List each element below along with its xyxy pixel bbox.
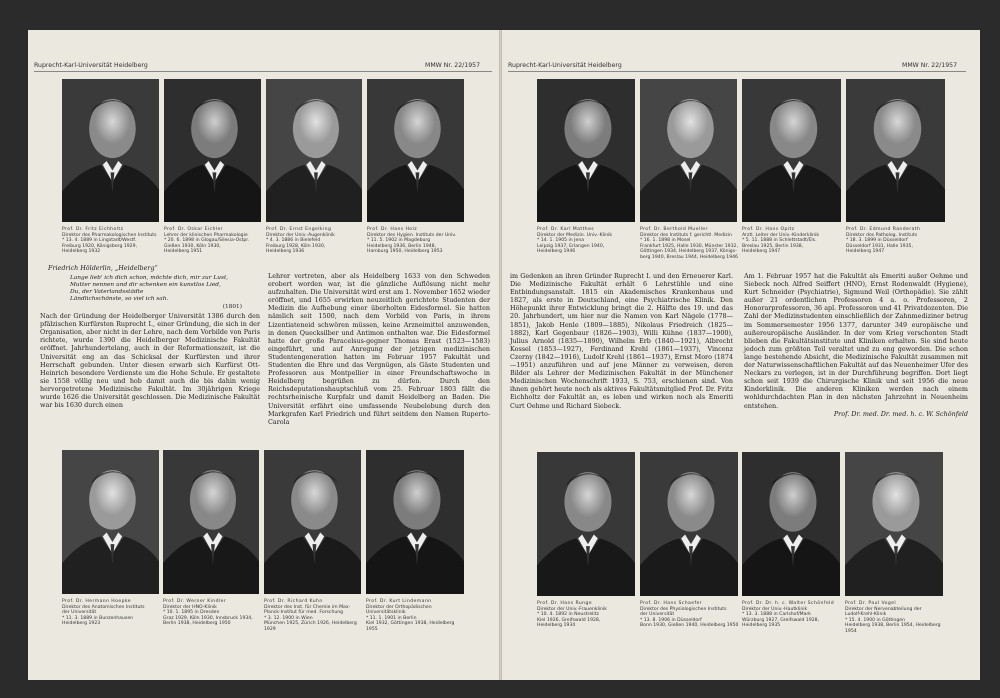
portrait-photo: [742, 452, 840, 596]
right-header-issue: MMW Nr. 22/1957: [902, 62, 958, 69]
portrait-caption: [264, 599, 363, 633]
portrait-caption-line: * 10. 1. 1895 in Dresden: [163, 610, 220, 616]
portrait-caption-line: * 14. 1. 1905 in Jena: [537, 238, 585, 244]
portrait-caption-line: * 11. 3. 1889 in Bunzenhausen: [62, 615, 134, 621]
portrait-name: Prof. Dr. Hans Runge: [537, 601, 592, 606]
portrait-caption-line: Direktor der Nervenabteilung der: [845, 606, 922, 612]
portrait-photo: [367, 79, 464, 222]
portrait-name: Prof. Dr. Fritz Eichholtz: [62, 227, 124, 232]
portrait-photo: [537, 79, 635, 222]
body-paragraph: im Gedenken an ihren Gründer Ruprecht I. und den Erneuerer Karl. Die Medizinische Fakultät erhält 6 Lehrstühle und eine Entbindungsanstalt. 1815 ein Akademisches Krankenhaus und 1827, als erste in Deutschland, eine Psychiatrische Klinik. Den Höhepunkt ihrer Entwicklung bringt die 2. Hälfte des 19. und das 20. Jahrhundert, um hier nur die Namen von Karl Nägele (1778—1851), Jakob Henle (1809—1885), Nikolaus Friedreich (1825—1882), Karl Gegenbaur (1826—1903), Willi Kühne (1837—1900), Julius Arnold (1835—1890), Wilhelm Erb (1840—1921), Albrecht Kossel (1853—1927), Ferdinand Krehl (1861—1937), Vincenz Czerny (1842—1916), Ludolf Krehl (1861—1937), Ernst Moro (1874—1951) anzuführen und auf jene Männer zu verweisen, deren Bilder als Lehrer der Medizinischen Fakultät in der Münchener Medizinischen Wochenschrift 1933, S. 753, erschienen sind. Von ihnen gehört heute noch als aktives Fakultätsmitglied Prof. Dr. Fritz Eichholtz der Fakultät an, es leben und wirken noch als Emeriti Curt Oehme und Richard Siebeck.: [510, 272, 733, 410]
portrait-caption-line: Graz 1929, Köln 1930, Innsbruck 1934,: [163, 615, 253, 621]
portrait-caption-line: Gießen 1930, Köln 1930,: [164, 243, 221, 249]
portrait-caption-line: * 3. 12. 1900 in Wien: [264, 615, 313, 621]
poem-year: (1801): [222, 304, 242, 311]
portrait-caption-line: München 1925, Zürich 1926, Heidelberg 1929: [264, 621, 357, 632]
portrait-photo: [640, 79, 737, 222]
portrait-photo: [846, 79, 945, 222]
portrait-name: Prof. Dr. Richard Kuhn: [264, 599, 323, 604]
portrait-caption-line: Heidelberg 1938, Berlin 1954, Heidelberg 1954: [845, 623, 941, 634]
portrait-caption-line: der Universität: [62, 610, 97, 616]
portrait-caption-line: Würzburg 1927, Greifswald 1928,: [742, 617, 820, 623]
portrait-photo: [845, 452, 943, 596]
portrait-name: Prof. Dr. Kurt Lindemann: [366, 599, 432, 604]
portrait-name: Prof. Dr. Hans Schaefer: [640, 601, 702, 606]
portrait-caption-line: Direktor der HNO-Klinik: [163, 604, 217, 610]
portrait-caption-line: Universitätsklinik: [366, 610, 406, 616]
portrait-caption-line: Bonn 1930, Gießen 1940, Heidelberg 1950: [640, 623, 739, 629]
portrait-caption-line: Heidelberg 1947: [742, 249, 781, 255]
left-header-issue: MMW Nr. 22/1957: [425, 62, 481, 69]
left-text-column-2: [268, 272, 490, 426]
body-paragraph: Nach der Gründung der Heidelberger Universität 1386 durch den pfälzischen Kurfürsten Ruprecht I., einer Gründung, die sich in der Organisation, aber nicht in der Lehre, nach dem Vorbilde von Paris richtete, wurde 1390 die Heidelberger Medizinische Fakultät eröffnet. Jahrhundertelang, auch in der Reformationszeit, ist die Universität eng an das Schicksal der Kurfürsten und ihrer Herrschaft gebunden. Unter diesen erwarb sich Kurfürst Ott-Heinrich besondere Verdienste um die Hohe Schule. Er gestaltete sie 1558 völlig neu und hob damit auch die bis dahin wenig hervorgetretene Medizinische Fakultät. Im 30jährigen Kriege wurde 1626 die Universität geschlossen. Die Medizinische Fakultät war bis 1630 durch einen: [40, 312, 260, 410]
portrait-name: Prof. Dr. Oskar Eichler: [164, 227, 223, 232]
portrait-caption-line: Hamburg 1950, Heidelberg 1953: [367, 249, 443, 255]
portrait-caption-line: * 13. 3. 1888 in Carlshof/Mark: [742, 612, 811, 618]
portrait-caption-line: Heidelberg 1936, Berlin 1948,: [367, 243, 437, 249]
portrait-caption-line: * 15. 4. 1900 in Göttingen: [845, 617, 905, 623]
right-header-title: Ruprecht-Karl-Universität Heidelberg: [508, 62, 622, 69]
portrait-caption-line: Frankfurt 1925, Halle 1930, Münster 1932,: [640, 243, 738, 249]
portrait-photo: [366, 450, 464, 594]
portrait-caption-line: Direktor des Instituts f. gerichtl. Medizin: [640, 232, 732, 238]
portrait-photo: [742, 79, 841, 222]
portrait-caption-line: Direktor der Univ.-Frauenklinik: [537, 606, 607, 612]
portrait-caption-line: Kiel 1932, Göttingen 1938, Heidelberg 1955: [366, 621, 455, 632]
portrait-caption-line: * 11. 5. 1902 in Magdeburg: [367, 238, 431, 244]
portrait-caption-line: Leipzig 1937, Erlangen 1940,: [537, 243, 605, 249]
portrait-caption-line: Lehrer der klinischen Pharmakologie: [164, 232, 248, 238]
portrait-caption: [367, 227, 466, 255]
portrait-caption-line: der Universität: [640, 612, 675, 618]
portrait-caption-line: Göttingen 1934, Heidelberg 1937, Königs-: [640, 249, 737, 255]
portrait-caption: [266, 227, 364, 255]
portrait-caption-line: Planck-Institut für med. Forschung: [264, 610, 344, 616]
portrait-caption-line: Heidelberg 1947: [846, 249, 885, 255]
portrait-photo: [264, 450, 361, 594]
author-signature: Prof. Dr. med. Dr. med. h. c. W. Schönfeld: [833, 409, 968, 418]
portrait-caption: [742, 601, 842, 629]
portrait-photo: [640, 452, 738, 596]
portrait-caption-line: Heidelberg 1951: [164, 249, 203, 255]
portrait-caption: [164, 227, 263, 255]
body-paragraph: Lehrer vertreten, aber als Heidelberg 1633 von den Schweden erobert worden war, ist die gänzliche Auflösung nicht mehr aufzuhalten. Die Universität wird erst am 1. November 1652 wieder eröffnet, und 1655 erwirken neuzeitlich gerichtete Studenten der Medizin die Aufhebung einer überholten Eidesformel. Sie hatten nämlich seit 1500, nach dem Vorbild von Paris, in ihrem Lizentiateneid schwören müssen, keine Arzneimittel anzuwenden, in denen Quecksilber und Antimon enthalten war. Die Eidesformel hatte der große Paracelsus-gegner Thomas Erast (1523—1583) eingeführt, und auf Anregung der jetzigen medizinischen Studentengeneration hatten im Februar 1957 Fakultät und Studenten die Ehre und das Vergnügen, als Gäste Studenten und Professoren aus Montpellier in einer Freundschaftswoche in Heidelberg begrüßen zu dürfen. Durch den Reichsdeputationshauptschluß vom 25. Februar 1803 fällt die rechtsrheinische Kurpfalz und damit Heidelberg an Baden. Die Universität erfährt eine umfassende Neubelebung durch den Markgrafen Karl Friedrich und führt seitdem den Namen Ruperto-Carola: [268, 272, 490, 426]
portrait-caption-line: Kiel 1926, Greifswald 1928,: [537, 617, 601, 623]
portrait-caption-line: Direktor der Medizin. Univ.-Klinik: [537, 232, 613, 238]
portrait-caption: [62, 227, 161, 255]
poem-line: Mutter nennen und dir schenken ein kunstlos Lied,: [70, 282, 221, 289]
portrait-caption-line: * 16. 1. 1898 in Mosel: [640, 238, 691, 244]
portrait-caption-line: * 11. 1. 1901 in Berlin: [366, 615, 417, 621]
portrait-caption-line: Direktor des Anatomischen Instituts: [62, 604, 145, 610]
portrait-caption: [845, 601, 945, 635]
portrait-caption-line: Heidelberg 1936: [266, 249, 305, 255]
portrait-caption-line: Ludolf-Krehl-Klinik: [845, 612, 887, 618]
body-paragraph: Am 1. Februar 1957 hat die Fakultät als Emeriti außer Oehme und Siebeck noch Alfred Seiffert (HNO), Ernst Rodenwaldt (Hygiene), Kurt Schneider (Psychiatrie), Sigmund Weil (Orthopädie). Sie zählt außer 21 ordentlichen Professoren 4 a. o. Professoren, 2 Honorarprofessoren, 36 apl. Professoren und 41 Privatdozenten. Die Zahl der Medizinstudenten einschließlich der Zahnmediziner betrug im Sommersemester 1956 1377, darunter 349 europäische und außereuropäische Ausländer. In der vom Krieg verschonten Stadt blieben die Fakultätsinstitute und Kliniken erhalten. Sie sind heute jedoch zum größten Teil veraltet und zu eng geworden. Die schon lange bestehende Absicht, die Medizinische Fakultät zusammen mit der Naturwissenschaftlichen Fakultät auf das Neuenheimer Ufer des Neckars zu verlegen, ist in der Durchführung begriffen. Dort liegt schon seit 1939 die Chirurgische Klinik und seit 1956 die neue Kinderklinik. Die anderen Kliniken werden nach einem wohldurchdachten Plan in den nächsten Jahrzehnt in Neuenheim entstehen.: [744, 272, 968, 410]
portrait-caption-line: * 18. 3. 1899 in Düsseldorf: [846, 238, 908, 244]
portrait-caption-line: Heidelberg 1932: [62, 249, 101, 255]
portrait-caption: [537, 601, 637, 629]
portrait-caption-line: Breslau 1925, Berlin 1938,: [742, 243, 804, 249]
portrait-caption-line: * 10. 4. 1892 in Neustrelitz: [537, 612, 599, 618]
left-header-title: Ruprecht-Karl-Universität Heidelberg: [34, 62, 148, 69]
portrait-caption-line: Direktor des Inst. für Chemie im Max-: [264, 604, 351, 610]
portrait-caption: [163, 599, 261, 627]
portrait-caption: [640, 227, 739, 261]
right-text-column-2: [744, 272, 968, 418]
portrait-name: Prof. Dr. Hans Holz: [367, 227, 418, 232]
poem-line: Du, der Vaterlandsstädte: [70, 289, 144, 296]
portrait-photo: [62, 79, 159, 222]
portrait-photo: [62, 450, 159, 594]
portrait-name: Prof. Dr. Hans Opitz: [742, 227, 795, 232]
portrait-caption-line: Direktor der Univ.-Hautklinik: [742, 606, 808, 612]
portrait-caption: [537, 227, 637, 255]
poem-title: Friedrich Hölderlin, „Heidelberg“: [48, 264, 158, 272]
portrait-caption-line: Heidelberg 1935: [742, 623, 781, 629]
portrait-name: Prof. Dr. Edmund Randerath: [846, 227, 921, 232]
portrait-caption-line: Direktor des Hygien. Instituts der Univ.: [367, 232, 457, 238]
portrait-name: Prof. Dr. Werner Kindler: [163, 599, 227, 604]
portrait-caption-line: Freiburg 1928, Köln 1930,: [266, 243, 326, 249]
portrait-caption-line: * 13. 8. 1906 in Düsseldorf: [640, 617, 702, 623]
portrait-caption-line: berg 1940, Breslau 1944, Heidelberg 1946: [640, 254, 738, 260]
portrait-name: Prof. Dr. Karl Matthes: [537, 227, 595, 232]
portrait-caption-line: * 20. 6. 1898 in Glogau/Silesia-Ostpr.: [164, 238, 250, 244]
portrait-caption-line: Freiburg 1920, Königsberg 1929,: [62, 243, 137, 249]
portrait-photo: [164, 79, 261, 222]
right-header-rule: [508, 71, 966, 72]
portrait-caption: [366, 599, 466, 633]
poem-line: Ländlichschönste, so viel ich sah.: [70, 296, 169, 303]
portrait-caption-line: Arztl. Leiter der Univ.-Kinderklinik: [742, 232, 820, 238]
poem-line: Lange lieb' ich dich schon, möchte dich, mir zur Lust,: [70, 275, 229, 282]
portrait-caption-line: Direktor des Pharmakologischen Instituts: [62, 232, 157, 238]
portrait-caption: [62, 599, 161, 627]
portrait-caption-line: Direktor des Physiologischen Instituts: [640, 606, 727, 612]
left-header-rule: [34, 71, 492, 72]
left-text-column-1: [40, 264, 260, 409]
portrait-photo: [537, 452, 635, 596]
portrait-caption-line: Direktor der Univ.-Augenklinik: [266, 232, 335, 238]
portrait-caption-line: Berlin 1938, Heidelberg 1950: [163, 621, 231, 627]
right-text-column-1: [510, 272, 733, 410]
portrait-caption-line: * 5. 11. 1888 in Schlettstadt/Els.: [742, 238, 817, 244]
portrait-caption-line: Direktor der Orthopädischen: [366, 604, 432, 610]
portrait-caption-line: Direktor des Patholog. Instituts: [846, 232, 918, 238]
portrait-photo: [266, 79, 362, 222]
page-gutter: [499, 30, 502, 680]
portrait-caption: [640, 601, 740, 629]
portrait-name: Prof. Dr. Paul Vogel: [845, 601, 897, 606]
portrait-caption: [742, 227, 843, 255]
portrait-name: Prof. Dr. Hermann Hoepke: [62, 599, 132, 604]
portrait-caption-line: * 4. 3. 1886 in Bielefeld: [266, 238, 321, 244]
portrait-caption-line: Heidelberg 1946: [537, 249, 576, 255]
portrait-caption-line: Düsseldorf 1931, Halle 1935,: [846, 243, 913, 249]
portrait-name: Prof. Dr. Dr. h. c. Walter Schönfeld: [742, 601, 835, 606]
portrait-caption-line: Heidelberg 1923: [62, 621, 101, 627]
portrait-name: Prof. Dr. Ernst Engelking: [266, 227, 332, 232]
portrait-caption-line: * 13. 4. 1889 in Lingstadt/Westf.: [62, 238, 137, 244]
portrait-photo: [163, 450, 259, 594]
portrait-name: Prof. Dr. Berthold Mueller: [640, 227, 708, 232]
portrait-caption-line: Heidelberg 1934: [537, 623, 576, 629]
portrait-caption: [846, 227, 947, 255]
